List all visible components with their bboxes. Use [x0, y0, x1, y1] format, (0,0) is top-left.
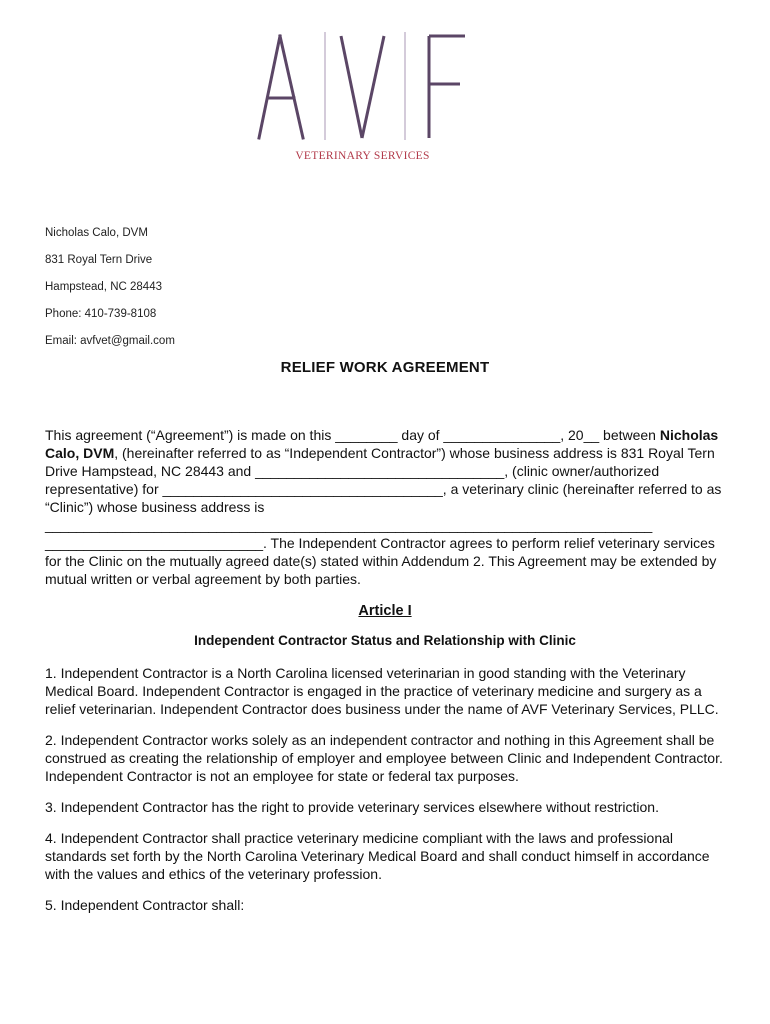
contact-email: Email: avfvet@gmail.com	[45, 335, 175, 347]
article-subheading: Independent Contractor Status and Relationship with Clinic	[194, 633, 576, 648]
logo-tagline: VETERINARY SERVICES	[295, 150, 430, 162]
article-heading: Article I	[358, 603, 412, 619]
avf-logo-mark	[255, 28, 470, 143]
contact-street: 831 Royal Tern Drive	[45, 254, 153, 266]
document-title: RELIEF WORK AGREEMENT	[280, 359, 490, 376]
intro-paragraph	[45, 426, 725, 588]
logo-letter-f	[429, 36, 465, 138]
contact-block	[45, 220, 175, 355]
intro-text-1: This agreement (“Agreement”) is made on this ________ day of _______________, 20__ between	[45, 427, 660, 443]
agreement-body	[45, 426, 725, 914]
clause-3: 3. Independent Contractor has the right to provide veterinary services elsewhere without restriction.	[45, 799, 659, 815]
avf-logo	[255, 28, 470, 168]
logo-letter-a	[259, 36, 303, 138]
clause-5: 5. Independent Contractor shall:	[45, 897, 245, 913]
clause-4: 4. Independent Contractor shall practice veterinary medicine compliant with the laws and professional standards set forth by the North Carolina Veterinary Medical Board and shall conduct himself in accordance with the values and ethics of the veterinary profession.	[45, 830, 710, 882]
clause-2: 2. Independent Contractor works solely as an independent contractor and nothing in this Agreement shall be construed as creating the relationship of employer and employee between Clinic and Independent Contractor. Independent Contractor is not an employee for state or federal tax purposes.	[45, 732, 723, 784]
logo-letter-v	[341, 36, 384, 138]
intro-party-name: Nicholas Calo, DVM	[45, 427, 719, 461]
clause-1: 1. Independent Contractor is a North Carolina licensed veterinarian in good standing with the Veterinary Medical Board. Independent Contractor is engaged in the practice of veterinary medicine and surgery as a relief veterinarian. Independent Contractor does business under the name of AVF Veterinary Services, PLLC.	[45, 665, 719, 717]
contact-name: Nicholas Calo, DVM	[45, 227, 148, 239]
intro-text-2: , (hereinafter referred to as “Independent Contractor”) whose business address is 831 Royal Tern Drive Hampstead, NC 28443 and ________________________________, (clinic owner/authorized representative) for ____________________________________, a veterinary clinic (hereinafter referred to as “Clinic”) whose business address is ______________________________________________________________________________ ____________________________. The Independent Contractor agrees to perform relief veterinary services for the Clinic on the mutually agreed date(s) stated within Addendum 2. This Agreement may be extended by mutual written or verbal agreement by both parties.	[45, 445, 722, 587]
contact-phone: Phone: 410-739-8108	[45, 308, 157, 320]
contact-city: Hampstead, NC 28443	[45, 281, 162, 293]
